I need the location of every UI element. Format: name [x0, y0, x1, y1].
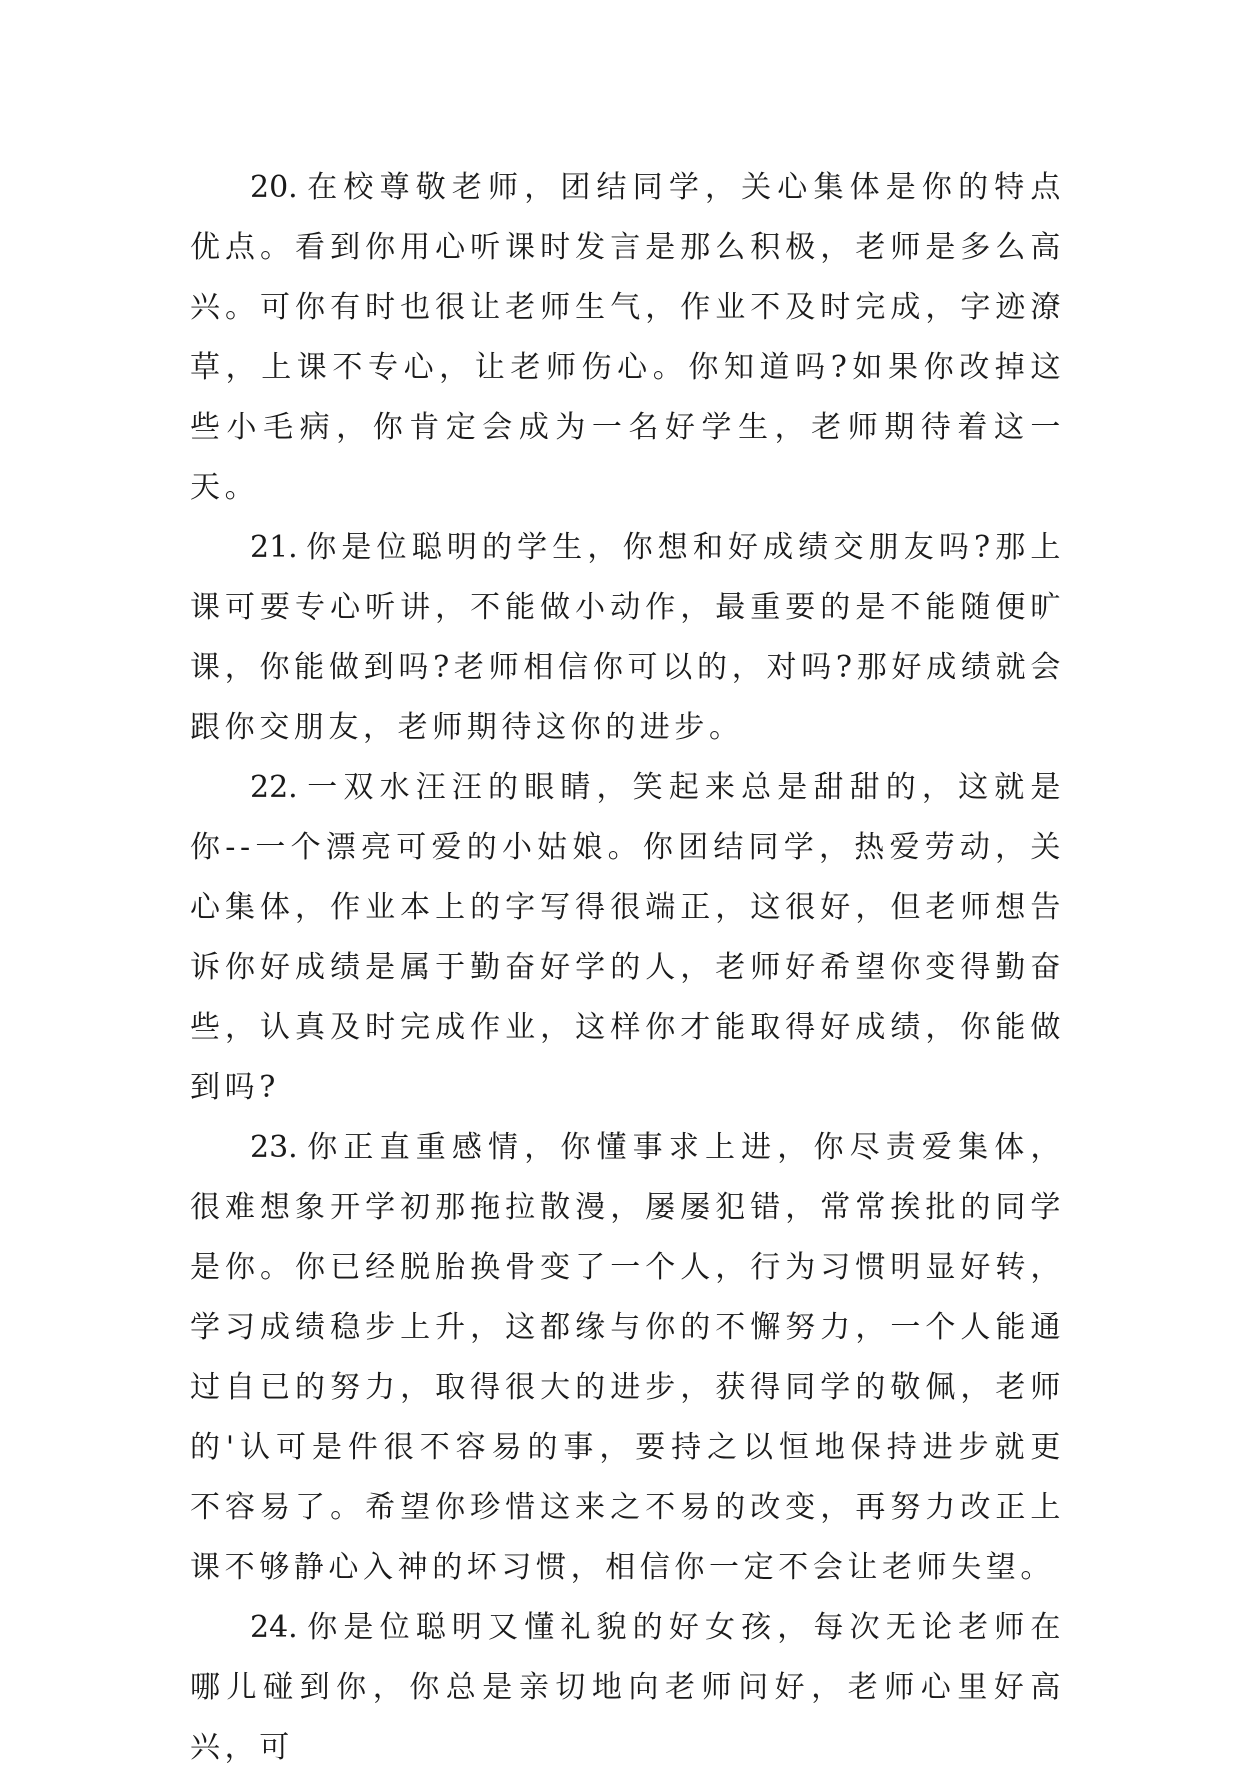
- paragraph-number: 23.: [250, 1130, 298, 1165]
- paragraph-20: [190, 158, 1065, 518]
- paragraph-number: 21.: [250, 530, 298, 565]
- paragraph-text: 你是位聪明又懂礼貌的好女孩，每次无论老师在哪儿碰到你，你总是亲切地向老师问好，老师心里好高兴，可: [190, 1610, 1065, 1765]
- paragraph-22: [190, 758, 1065, 1118]
- paragraph-text: 你是位聪明的学生，你想和好成绩交朋友吗?那上课可要专心听讲，不能做小动作，最重要的是不能随便旷课，你能做到吗?老师相信你可以的，对吗?那好成绩就会跟你交朋友，老师期待这你的进步。: [190, 530, 1065, 745]
- paragraph-number: 22.: [250, 770, 298, 805]
- paragraph-21: [190, 518, 1065, 758]
- paragraph-number: 20.: [250, 170, 298, 205]
- paragraph-text: 一双水汪汪的眼睛，笑起来总是甜甜的，这就是你--一个漂亮可爱的小姑娘。你团结同学，热爱劳动，关心集体，作业本上的字写得很端正，这很好，但老师想告诉你好成绩是属于勤奋好学的人，老师好希望你变得勤奋些，认真及时完成作业，这样你才能取得好成绩，你能做到吗?: [190, 770, 1065, 1105]
- paragraph-number: 24.: [250, 1610, 298, 1645]
- paragraph-text: 在校尊敬老师，团结同学，关心集体是你的特点优点。看到你用心听课时发言是那么积极，老师是多么高兴。可你有时也很让老师生气，作业不及时完成，字迹潦草，上课不专心，让老师伤心。你知道吗?如果你改掉这些小毛病，你肯定会成为一名好学生，老师期待着这一天。: [190, 170, 1065, 505]
- paragraph-23: [190, 1118, 1065, 1598]
- document-body: [190, 158, 1065, 1778]
- paragraph-text: 你正直重感情，你懂事求上进，你尽责爱集体，很难想象开学初那拖拉散漫，屡屡犯错，常常挨批的同学是你。你已经脱胎换骨变了一个人，行为习惯明显好转，学习成绩稳步上升，这都缘与你的不懈努力，一个人能通过自已的努力，取得很大的进步，获得同学的敬佩，老师的'认可是件很不容易的事，要持之以恒地保持进步就更不容易了。希望你珍惜这来之不易的改变，再努力改正上课不够静心入神的坏习惯，相信你一定不会让老师失望。: [190, 1130, 1065, 1585]
- paragraph-24: [190, 1598, 1065, 1778]
